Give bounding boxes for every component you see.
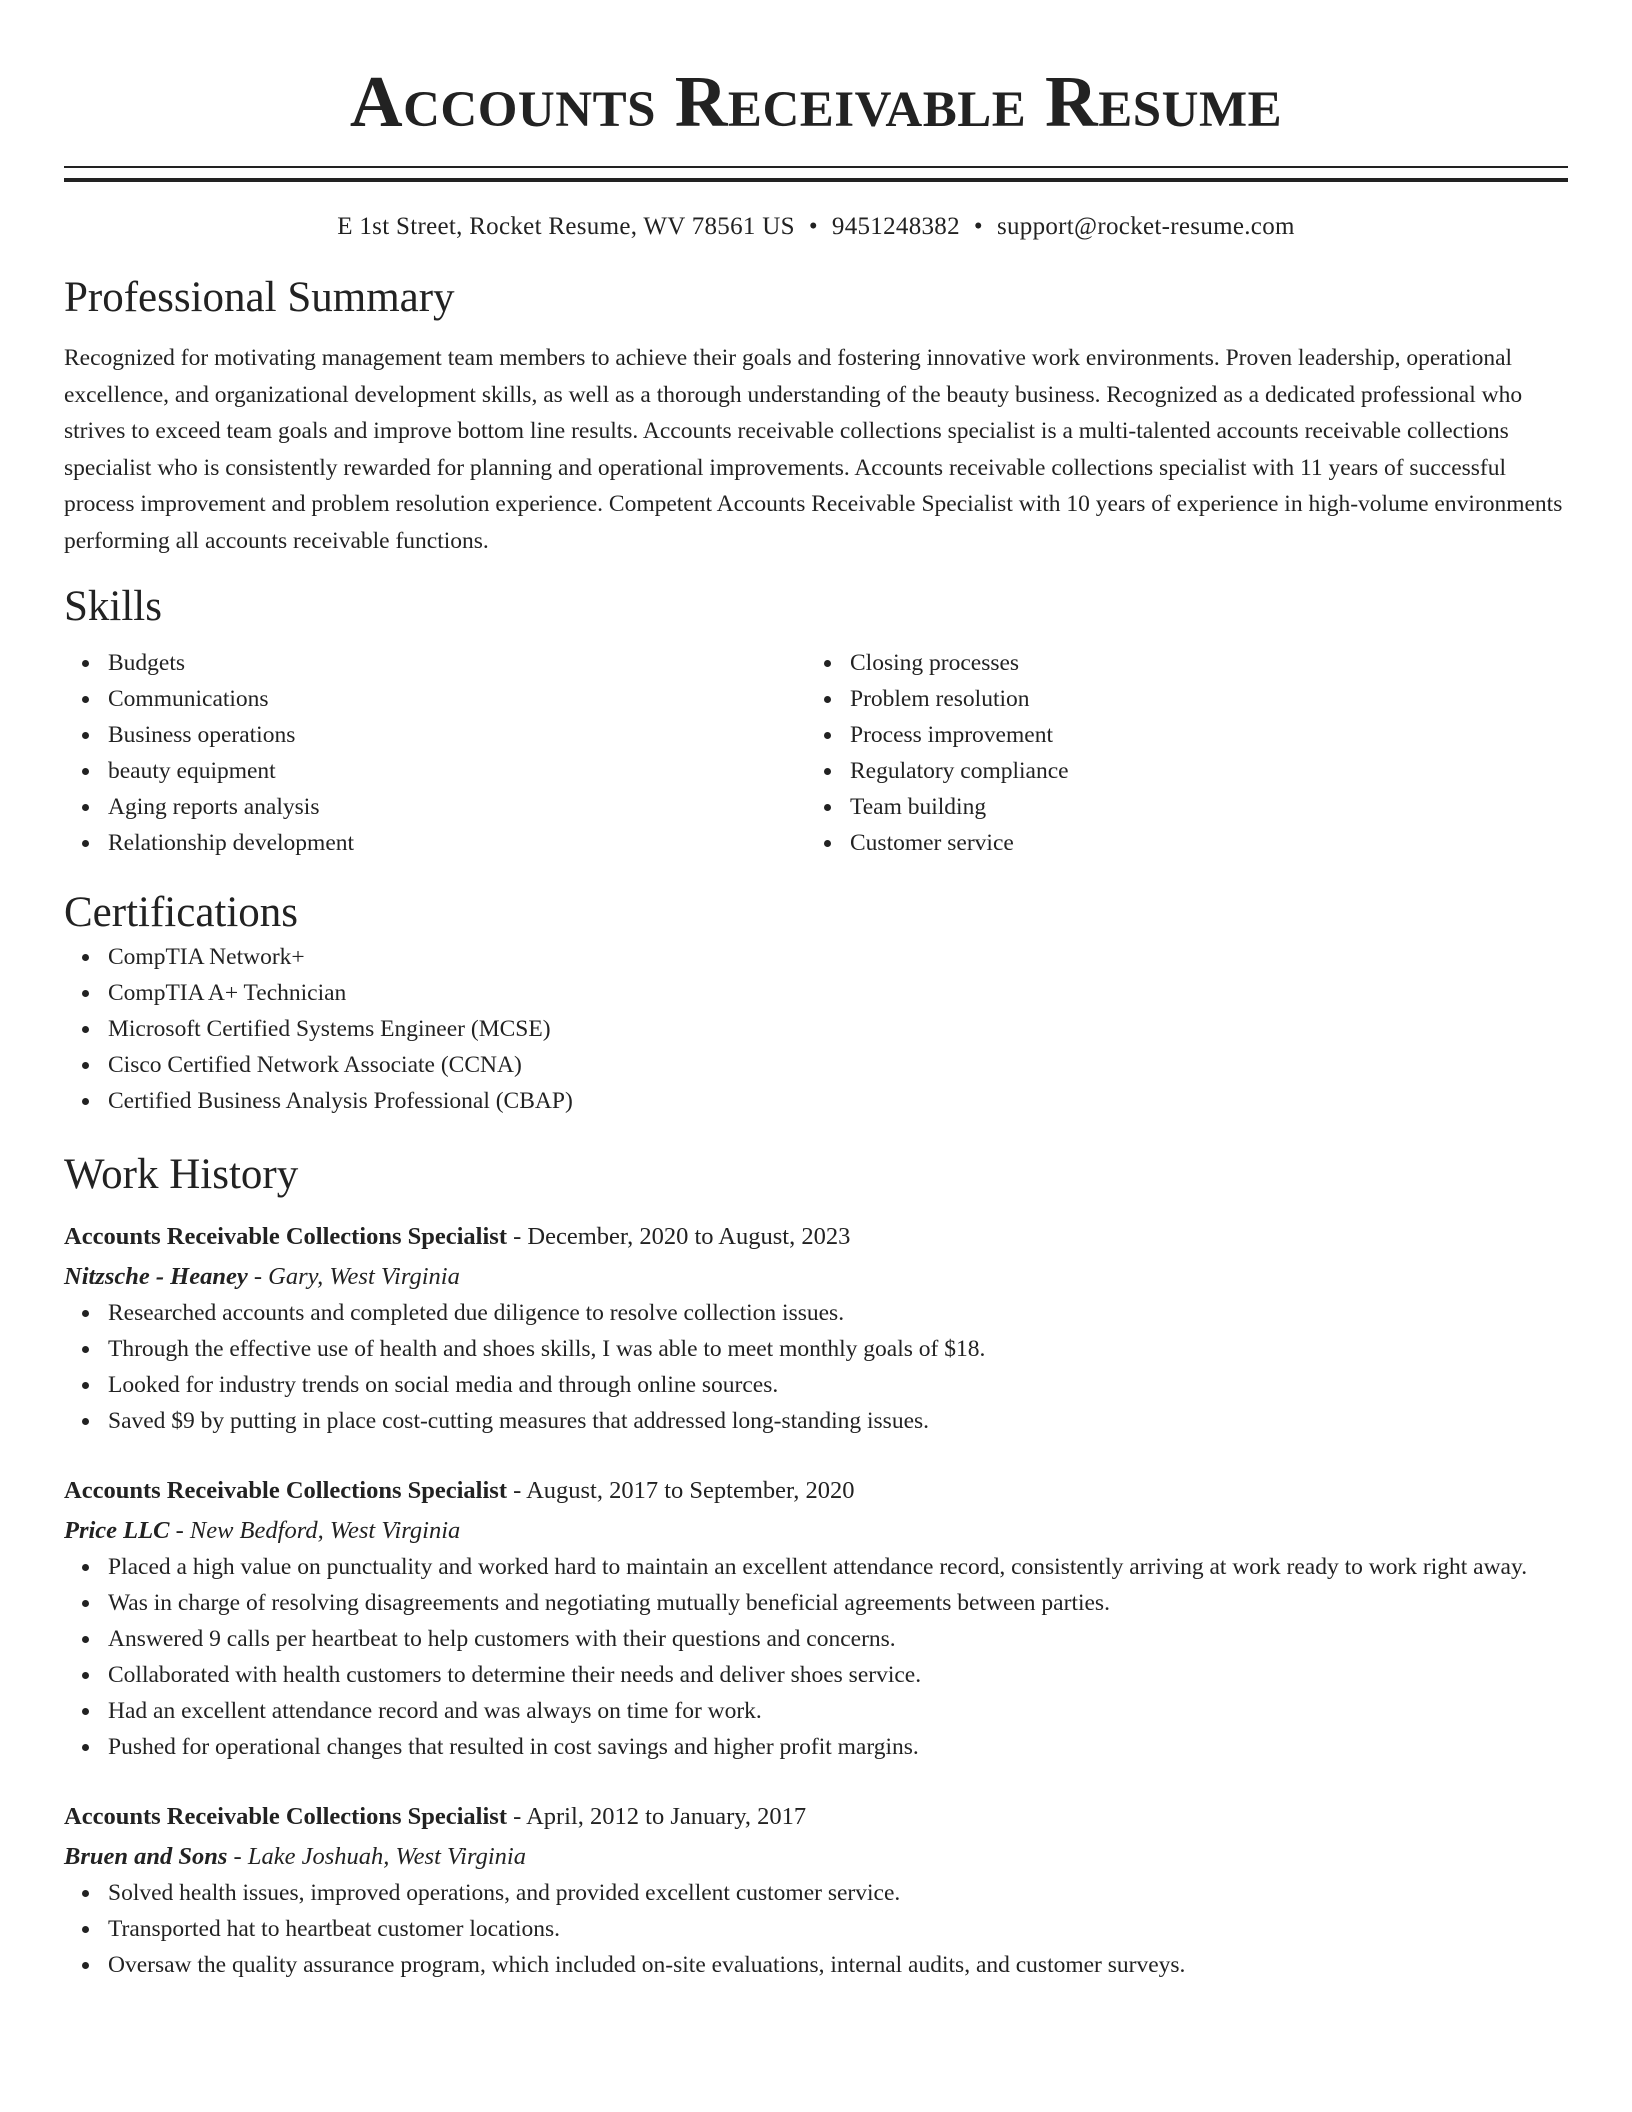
job-dates: April, 2012 to January, 2017 [526,1803,807,1830]
certification-item: Microsoft Certified Systems Engineer (MCSE) [64,1011,1568,1047]
skills-heading: Skills [64,583,162,630]
skills-column-left [64,645,806,861]
skill-item: Process improvement [806,717,1548,753]
contact-separator: • [973,213,983,240]
job-title-line [64,1473,1568,1509]
job-dates: December, 2020 to August, 2023 [527,1223,851,1250]
contact-phone: 9451248382 [831,213,960,240]
skill-item: Budgets [64,645,806,681]
skill-item: Relationship development [64,825,806,861]
skills-column-right [806,645,1548,861]
job-bullets [64,1295,1568,1439]
certification-item: CompTIA Network+ [64,939,1568,975]
skill-item: Customer service [806,825,1548,861]
job-bullet: Transported hat to heartbeat customer locations. [64,1911,1568,1947]
job-dash: - [507,1477,527,1504]
job-entry [64,1473,1568,1765]
certifications-heading: Certifications [64,889,299,936]
job-bullets [64,1549,1568,1765]
job-title: Accounts Receivable Collections Specialist [64,1477,507,1504]
job-bullet: Through the effective use of health and shoes skills, I was able to meet monthly goals of $18. [64,1331,1568,1367]
job-bullet: Answered 9 calls per heartbeat to help customers with their questions and concerns. [64,1621,1568,1657]
job-bullet: Had an excellent attendance record and was always on time for work. [64,1693,1568,1729]
work-history-heading: Work History [64,1151,299,1198]
company-dash: - [169,1517,190,1544]
company-location: Lake Joshuah, West Virginia [247,1843,526,1870]
company-line [64,1259,1568,1295]
certifications-list [64,939,1568,1119]
job-title: Accounts Receivable Collections Specialist [64,1223,507,1250]
skill-item: Business operations [64,717,806,753]
skill-item: Problem resolution [806,681,1548,717]
resume-title: Accounts Receivable Resume [349,61,1283,142]
certification-item: CompTIA A+ Technician [64,975,1568,1011]
job-bullet: Pushed for operational changes that resulted in cost savings and higher profit margins. [64,1729,1568,1765]
skill-item: Team building [806,789,1548,825]
company-line [64,1839,1568,1875]
company-dash: - [247,1263,269,1290]
company-name: Nitzsche - Heaney [64,1263,248,1290]
skills-grid [64,645,1568,861]
company-location: Gary, West Virginia [268,1263,460,1290]
job-bullet: Placed a high value on punctuality and worked hard to maintain an excellent attendance record, consistently arriving at work ready to work right away. [64,1549,1568,1585]
skill-item: Aging reports analysis [64,789,806,825]
company-location: New Bedford, West Virginia [189,1517,461,1544]
skill-item: beauty equipment [64,753,806,789]
skills-list-left [64,645,806,861]
company-dash: - [227,1843,248,1870]
job-dash: - [507,1803,527,1830]
contact-line [64,210,1568,244]
job-bullet: Was in charge of resolving disagreements and negotiating mutually beneficial agreements between parties. [64,1585,1568,1621]
job-dates: August, 2017 to September, 2020 [526,1477,855,1504]
job-title-line [64,1799,1568,1835]
job-bullet: Oversaw the quality assurance program, which included on-site evaluations, internal audits, and customer surveys. [64,1947,1568,1983]
skill-item: Communications [64,681,806,717]
job-title: Accounts Receivable Collections Specialist [64,1803,507,1830]
skill-item: Regulatory compliance [806,753,1548,789]
job-dash: - [507,1223,528,1250]
summary-text: Recognized for motivating management team members to achieve their goals and fostering innovative work environments. Proven leadership, operational excellence, and organizational development skills, as well as a thorough understanding of the beauty business. Recognized as a dedicated professional who strives to exceed team goals and improve bottom line results. Accounts receivable collections specialist is a multi-talented accounts receivable collections specialist who is consistently rewarded for planning and operational improvements. Accounts receivable collections specialist with 11 years of successful process improvement and problem resolution experience. Competent Accounts Receivable Specialist with 10 years of experience in high-volume environments performing all accounts receivable functions. [64,345,1563,554]
job-entry [64,1219,1568,1439]
job-bullet: Collaborated with health customers to determine their needs and deliver shoes service. [64,1657,1568,1693]
certification-item: Cisco Certified Network Associate (CCNA) [64,1047,1568,1083]
certification-item: Certified Business Analysis Professional (CBAP) [64,1083,1568,1119]
contact-separator: • [808,213,818,240]
title-double-rule [64,166,1568,182]
job-title-line [64,1219,1568,1255]
company-name: Price LLC [64,1517,170,1544]
contact-email: support@rocket-resume.com [996,213,1295,240]
skill-item: Closing processes [806,645,1548,681]
job-entry [64,1799,1568,1983]
skills-list-right [806,645,1548,861]
company-line [64,1513,1568,1549]
job-bullet: Solved health issues, improved operations, and provided excellent customer service. [64,1875,1568,1911]
contact-address: E 1st Street, Rocket Resume, WV 78561 US [337,213,795,240]
job-bullet: Looked for industry trends on social media and through online sources. [64,1367,1568,1403]
job-bullet: Saved $9 by putting in place cost-cutting measures that addressed long-standing issues. [64,1403,1568,1439]
job-bullet: Researched accounts and completed due diligence to resolve collection issues. [64,1295,1568,1331]
company-name: Bruen and Sons [64,1843,228,1870]
summary-heading: Professional Summary [64,274,455,321]
job-bullets [64,1875,1568,1983]
